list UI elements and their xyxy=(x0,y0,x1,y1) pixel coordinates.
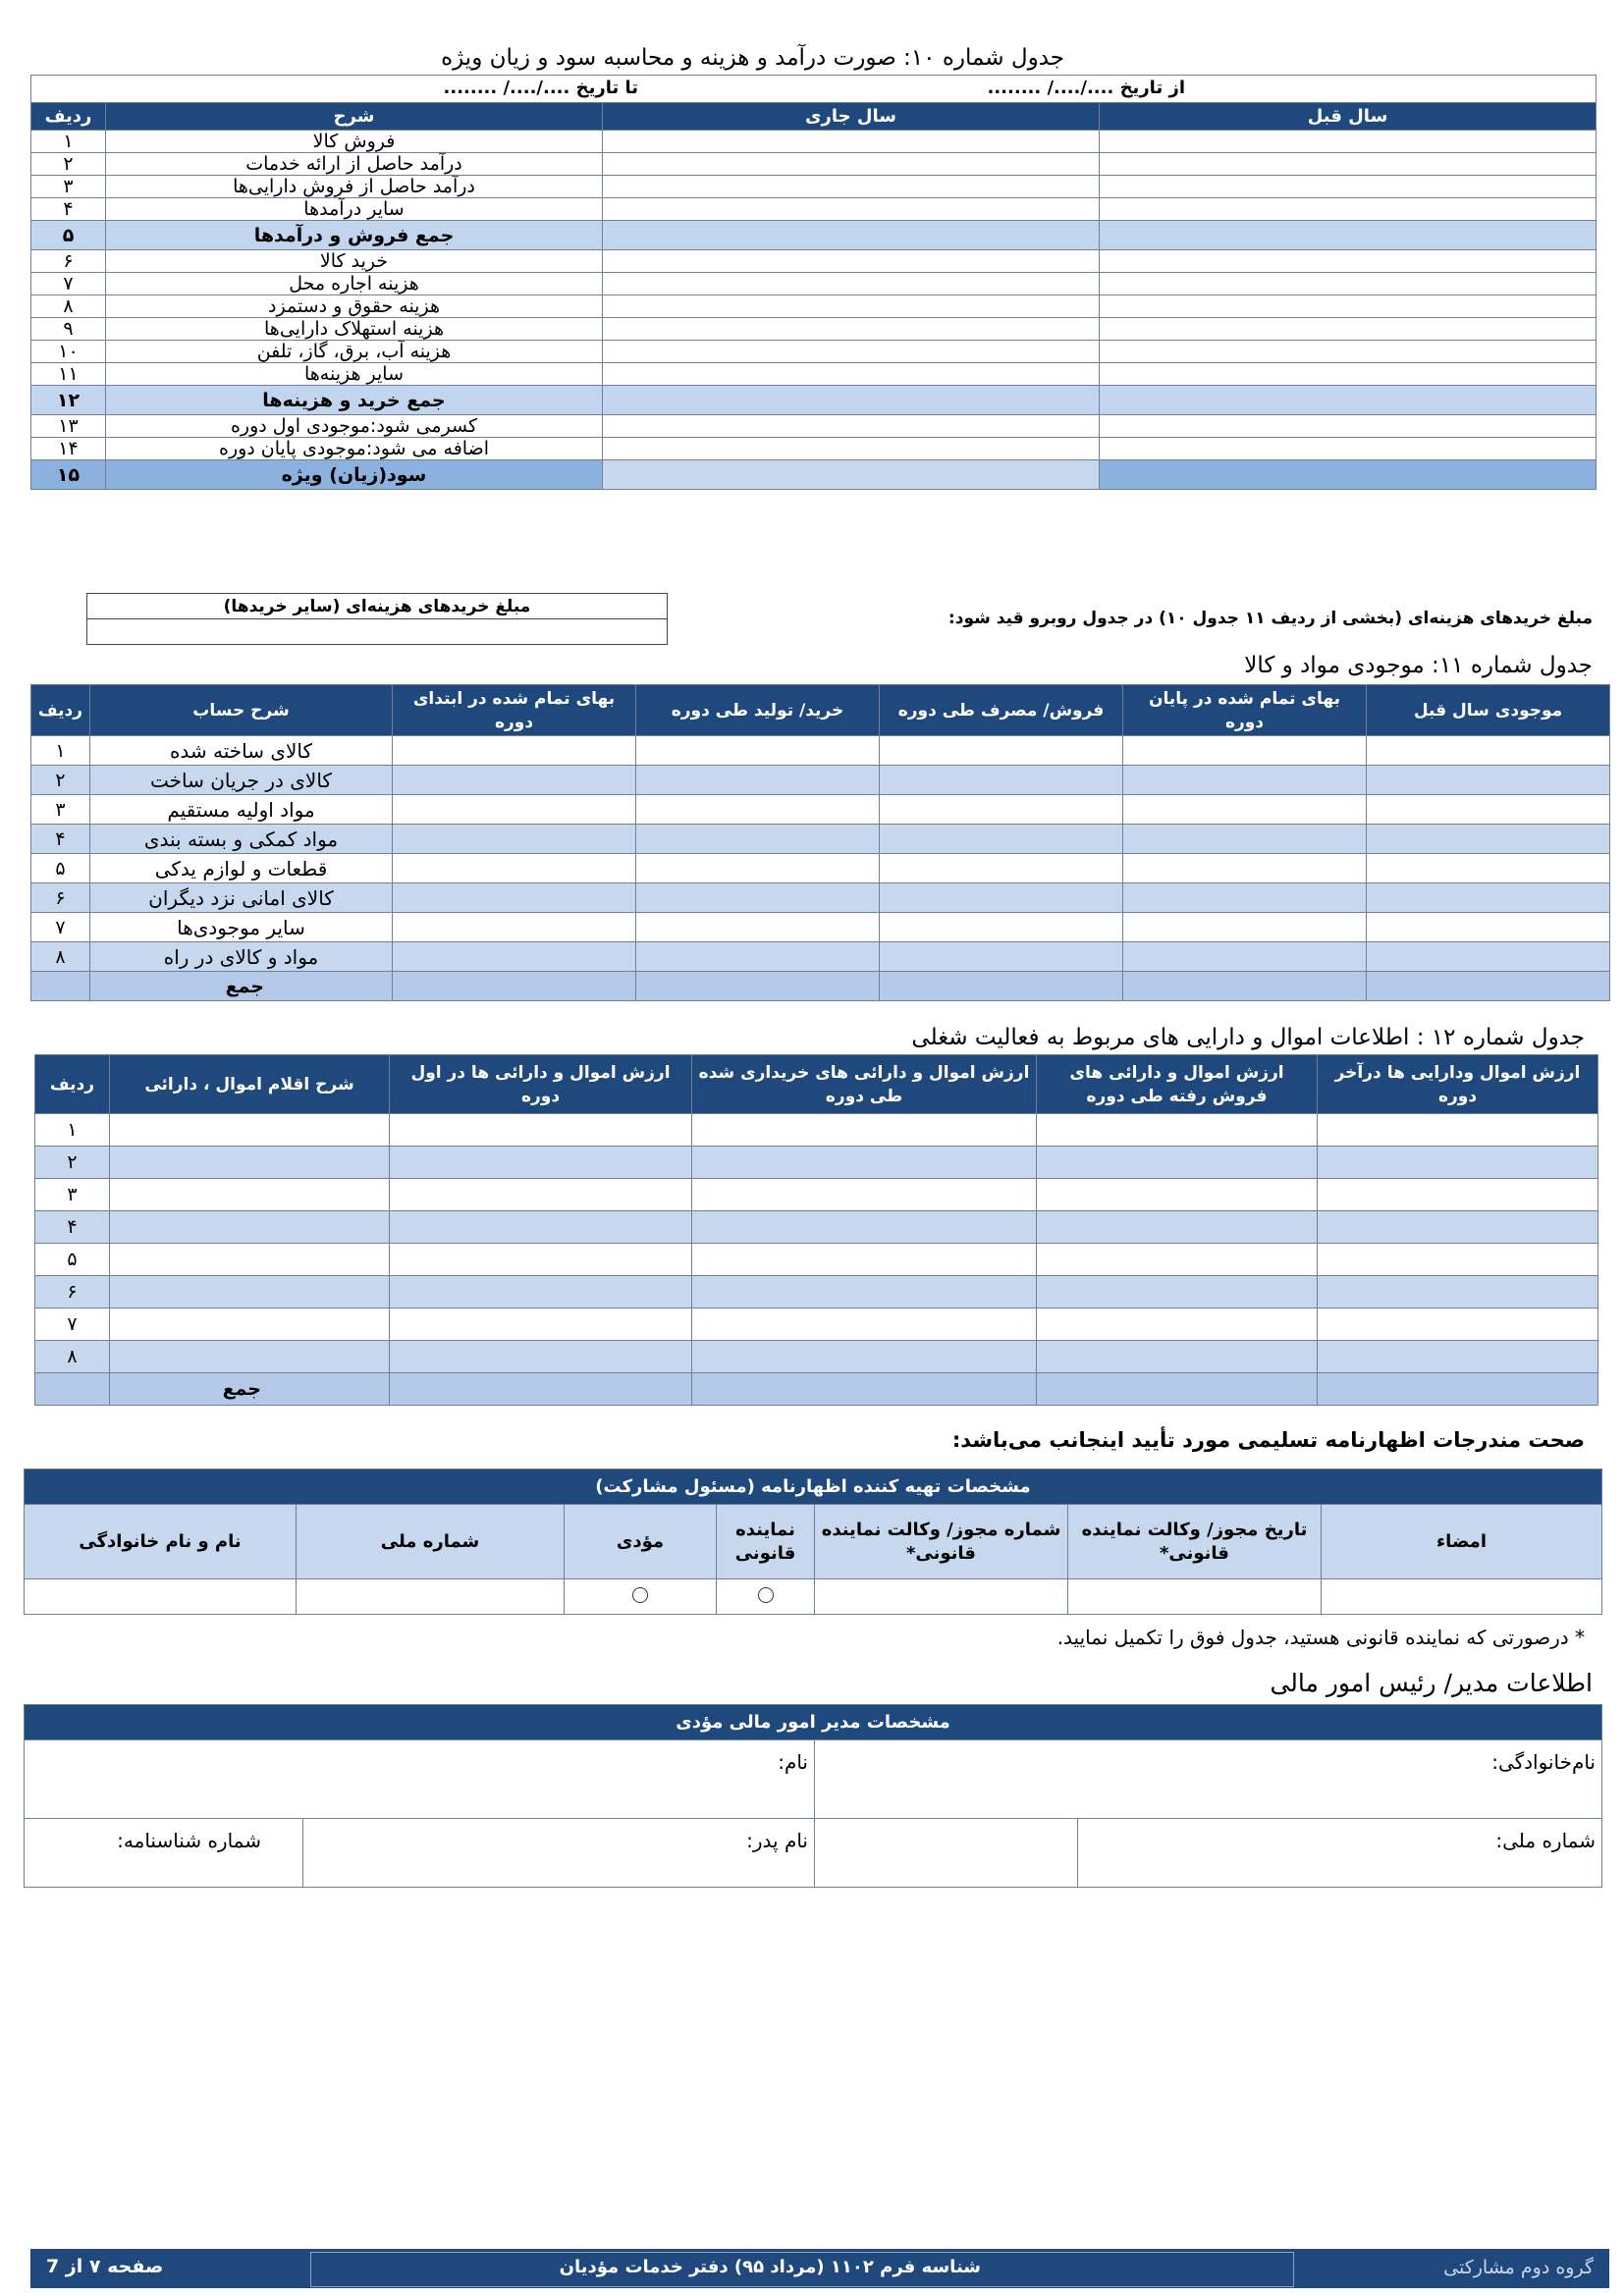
t12-total-row xyxy=(35,1373,1598,1406)
t10-header-col-row: ردیف xyxy=(31,103,106,131)
t12-row-number: ۴ xyxy=(35,1211,110,1244)
t11-header-6: موجودی سال قبل xyxy=(1367,685,1610,736)
t10-row xyxy=(31,415,1597,438)
t12-header-3: ارزش اموال و دارائی های خریداری شده طی دوره xyxy=(692,1055,1037,1114)
t12-header-1: شرح اقلام اموال ، دارائی xyxy=(110,1055,390,1114)
t12-row xyxy=(35,1114,1598,1147)
t10-row xyxy=(31,363,1597,386)
t10-prev-year-cell[interactable] xyxy=(1100,438,1597,460)
t11-value-cell[interactable] xyxy=(393,942,636,972)
t10-row-number: ۱۰ xyxy=(31,341,106,363)
t10-row-number: ۱۱ xyxy=(31,363,106,386)
t11-row-number: ۳ xyxy=(31,795,90,825)
t10-description: فروش کالا xyxy=(106,131,603,153)
t11-value-cell[interactable] xyxy=(1367,825,1610,854)
t11-row xyxy=(31,883,1610,913)
t10-row-number: ۲ xyxy=(31,153,106,176)
t12-value-cell[interactable] xyxy=(692,1179,1037,1211)
t10-current-year-cell[interactable] xyxy=(603,295,1100,318)
table10-title: جدول شماره ۱۰: صورت درآمد و هزینه و محاسبه سود و زیان ویژه xyxy=(441,45,1064,71)
t10-row-number: ۹ xyxy=(31,318,106,341)
taxpayer-radio[interactable] xyxy=(565,1579,717,1615)
t10-current-year-cell[interactable] xyxy=(603,198,1100,221)
t10-prev-year-cell[interactable] xyxy=(1100,198,1597,221)
t10-row-number: ۱۳ xyxy=(31,415,106,438)
t12-value-cell[interactable] xyxy=(692,1341,1037,1373)
manager-national-label: شماره ملی: xyxy=(1495,1829,1596,1852)
t10-description: اضافه می شود:موجودی پایان دوره xyxy=(106,438,603,460)
t10-prev-year-cell[interactable] xyxy=(1100,295,1597,318)
taxpayer-radio-circle[interactable] xyxy=(632,1587,648,1603)
t10-description: هزینه استهلاک دارایی‌ها xyxy=(106,318,603,341)
t11-value-cell[interactable] xyxy=(1123,942,1367,972)
t11-value-cell[interactable] xyxy=(880,825,1123,854)
t10-current-year-cell[interactable] xyxy=(603,460,1100,490)
t11-row xyxy=(31,825,1610,854)
t12-value-cell[interactable] xyxy=(390,1211,692,1244)
manager-table xyxy=(24,1704,1602,1888)
t11-row-number: ۵ xyxy=(31,854,90,883)
t11-value-cell[interactable] xyxy=(1367,913,1610,942)
t12-value-cell[interactable] xyxy=(110,1341,390,1373)
manager-name-cell[interactable] xyxy=(25,1740,815,1819)
t11-value-cell[interactable] xyxy=(636,854,880,883)
legal-rep-radio[interactable] xyxy=(717,1579,815,1615)
t11-total-cell[interactable] xyxy=(393,972,636,1001)
t10-prev-year-cell[interactable] xyxy=(1100,341,1597,363)
t12-header-0: ردیف xyxy=(35,1055,110,1114)
t12-header-2: ارزش اموال و دارائی ها در اول دوره xyxy=(390,1055,692,1114)
t10-row-number: ۵ xyxy=(31,221,106,250)
t10-current-year-cell[interactable] xyxy=(603,438,1100,460)
t12-row xyxy=(35,1147,1598,1179)
t12-row xyxy=(35,1308,1598,1341)
t11-row-number: ۸ xyxy=(31,942,90,972)
t12-value-cell[interactable] xyxy=(1318,1179,1598,1211)
t10-row-number: ۶ xyxy=(31,250,106,273)
t12-total-label: جمع xyxy=(110,1373,390,1406)
t11-value-cell[interactable] xyxy=(1367,795,1610,825)
t11-value-cell[interactable] xyxy=(393,825,636,854)
t12-value-cell[interactable] xyxy=(1037,1308,1318,1341)
t11-value-cell[interactable] xyxy=(1123,766,1367,795)
t10-current-year-cell[interactable] xyxy=(603,415,1100,438)
t12-total-cell[interactable] xyxy=(1037,1373,1318,1406)
t11-description: کالای در جریان ساخت xyxy=(90,766,393,795)
t11-value-cell[interactable] xyxy=(1123,736,1367,766)
t10-row-number: ۸ xyxy=(31,295,106,318)
t10-row xyxy=(31,341,1597,363)
t10-row xyxy=(31,438,1597,460)
t12-value-cell[interactable] xyxy=(110,1147,390,1179)
t10-header-col-current-year: سال جاری xyxy=(603,103,1100,131)
date-range-row xyxy=(31,76,1597,103)
preparer-full-name[interactable] xyxy=(25,1579,297,1615)
t10-prev-year-cell[interactable] xyxy=(1100,221,1597,250)
t12-total-cell[interactable] xyxy=(390,1373,692,1406)
t10-prev-year-cell[interactable] xyxy=(1100,386,1597,415)
t10-current-year-cell[interactable] xyxy=(603,386,1100,415)
t12-row-number: ۸ xyxy=(35,1341,110,1373)
t12-value-cell[interactable] xyxy=(1318,1244,1598,1276)
t11-total-row xyxy=(31,972,1610,1001)
table12 xyxy=(34,1054,1598,1406)
expense-purchases-header: مبلغ خریدهای هزینه‌ای (سایر خریدها) xyxy=(87,594,668,619)
t10-description: خرید کالا xyxy=(106,250,603,273)
t10-description: درآمد حاصل از ارائه خدمات xyxy=(106,153,603,176)
t12-row-number: ۳ xyxy=(35,1179,110,1211)
t11-value-cell[interactable] xyxy=(880,795,1123,825)
table10 xyxy=(30,75,1597,490)
t12-row xyxy=(35,1211,1598,1244)
t12-row-number: ۱ xyxy=(35,1114,110,1147)
t11-value-cell[interactable] xyxy=(636,766,880,795)
t10-prev-year-cell[interactable] xyxy=(1100,250,1597,273)
t12-value-cell[interactable] xyxy=(692,1114,1037,1147)
t11-value-cell[interactable] xyxy=(393,795,636,825)
t11-header-5: بهای تمام شده در پایان دوره xyxy=(1123,685,1367,736)
t12-total-cell[interactable] xyxy=(1318,1373,1598,1406)
from-date: از تاریخ ..../..../ ........ xyxy=(987,78,1185,98)
t11-value-cell[interactable] xyxy=(393,854,636,883)
t11-row xyxy=(31,854,1610,883)
t12-row xyxy=(35,1276,1598,1308)
t12-value-cell[interactable] xyxy=(390,1114,692,1147)
t12-value-cell[interactable] xyxy=(1318,1276,1598,1308)
t10-description: هزینه آب، برق، گاز، تلفن xyxy=(106,341,603,363)
t10-current-year-cell[interactable] xyxy=(603,250,1100,273)
t11-value-cell[interactable] xyxy=(1367,736,1610,766)
t10-description: سایر درآمدها xyxy=(106,198,603,221)
t11-description: مواد و کالای در راه xyxy=(90,942,393,972)
t11-row-number: ۱ xyxy=(31,736,90,766)
t10-row-number: ۱۵ xyxy=(31,460,106,490)
t10-current-year-cell[interactable] xyxy=(603,363,1100,386)
t11-value-cell[interactable] xyxy=(1123,913,1367,942)
t10-current-year-cell[interactable] xyxy=(603,221,1100,250)
t12-row xyxy=(35,1179,1598,1211)
t12-row-number: ۲ xyxy=(35,1147,110,1179)
t11-header-2: بهای تمام شده در ابتدای دوره xyxy=(393,685,636,736)
t12-value-cell[interactable] xyxy=(390,1341,692,1373)
t11-row-number: ۴ xyxy=(31,825,90,854)
t10-description: جمع خرید و هزینه‌ها xyxy=(106,386,603,415)
t10-prev-year-cell[interactable] xyxy=(1100,318,1597,341)
t10-prev-year-cell[interactable] xyxy=(1100,153,1597,176)
t10-row xyxy=(31,318,1597,341)
t11-row xyxy=(31,942,1610,972)
manager-title: مشخصات مدیر امور مالی مؤدی xyxy=(25,1705,1602,1740)
t11-value-cell[interactable] xyxy=(880,736,1123,766)
t12-value-cell[interactable] xyxy=(110,1179,390,1211)
preparer-header-1: شماره ملی xyxy=(297,1505,565,1579)
legal-rep-radio-circle[interactable] xyxy=(758,1587,774,1603)
manager-national-cell[interactable] xyxy=(1078,1819,1602,1888)
t11-description: مواد اولیه مستقیم xyxy=(90,795,393,825)
preparer-header-6: امضاء xyxy=(1322,1505,1602,1579)
t12-value-cell[interactable] xyxy=(1318,1341,1598,1373)
t10-current-year-cell[interactable] xyxy=(603,153,1100,176)
t11-header-0: ردیف xyxy=(31,685,90,736)
t10-row xyxy=(31,273,1597,295)
table11-title: جدول شماره ۱۱: موجودی مواد و کالا xyxy=(1244,653,1593,678)
t11-value-cell[interactable] xyxy=(393,883,636,913)
t11-total-cell[interactable] xyxy=(880,972,1123,1001)
t11-value-cell[interactable] xyxy=(636,825,880,854)
preparer-header-2: مؤدی xyxy=(565,1505,717,1579)
t11-description: کالای ساخته شده xyxy=(90,736,393,766)
t12-value-cell[interactable] xyxy=(692,1147,1037,1179)
footer-page: صفحه ۷ از 7 xyxy=(46,2256,164,2277)
t12-value-cell[interactable] xyxy=(1037,1147,1318,1179)
t12-header-4: ارزش اموال و دارائی های فروش رفته طی دوره xyxy=(1037,1055,1318,1114)
t12-value-cell[interactable] xyxy=(1037,1341,1318,1373)
t10-current-year-cell[interactable] xyxy=(603,131,1100,153)
t11-value-cell[interactable] xyxy=(393,913,636,942)
t11-description: سایر موجودی‌ها xyxy=(90,913,393,942)
t12-value-cell[interactable] xyxy=(692,1211,1037,1244)
manager-father-label: نام پدر: xyxy=(746,1829,808,1852)
t12-header-5: ارزش اموال ودارایی ها درآخر دوره xyxy=(1318,1055,1598,1114)
t12-value-cell[interactable] xyxy=(1318,1308,1598,1341)
t10-prev-year-cell[interactable] xyxy=(1100,273,1597,295)
preparer-table xyxy=(24,1468,1602,1615)
t11-header-4: فروش/ مصرف طی دوره xyxy=(880,685,1123,736)
manager-father-cell[interactable] xyxy=(25,1819,815,1888)
t11-row xyxy=(31,913,1610,942)
manager-id-label: شماره شناسنامه: xyxy=(117,1829,261,1852)
t10-row-number: ۳ xyxy=(31,176,106,198)
t11-total-cell[interactable] xyxy=(1367,972,1610,1001)
t12-value-cell[interactable] xyxy=(1037,1276,1318,1308)
table12-title: جدول شماره ۱۲ : اطلاعات اموال و دارایی های مربوط به فعالیت شغلی xyxy=(911,1025,1585,1050)
t10-current-year-cell[interactable] xyxy=(603,176,1100,198)
t12-value-cell[interactable] xyxy=(1318,1114,1598,1147)
t12-value-cell[interactable] xyxy=(390,1147,692,1179)
manager-section-title: اطلاعات مدیر/ رئیس امور مالی xyxy=(1270,1669,1593,1697)
t11-row-number: ۶ xyxy=(31,883,90,913)
footer-group: گروه دوم مشارکتی xyxy=(1443,2257,1594,2278)
t10-row xyxy=(31,386,1597,415)
t11-row-number: ۷ xyxy=(31,913,90,942)
t12-total-cell[interactable] xyxy=(692,1373,1037,1406)
t12-value-cell[interactable] xyxy=(692,1244,1037,1276)
t10-row-number: ۴ xyxy=(31,198,106,221)
t11-value-cell[interactable] xyxy=(636,736,880,766)
t10-current-year-cell[interactable] xyxy=(603,318,1100,341)
expense-note: مبلغ خریدهای هزینه‌ای (بخشی از ردیف ۱۱ جدول ۱۰) در جدول روبرو قید شود: xyxy=(947,609,1593,628)
t11-description: کالای امانی نزد دیگران xyxy=(90,883,393,913)
t10-header-col-prev-year: سال قبل xyxy=(1100,103,1597,131)
t10-description: کسرمی شود:موجودی اول دوره xyxy=(106,415,603,438)
t11-value-cell[interactable] xyxy=(1123,825,1367,854)
t12-value-cell[interactable] xyxy=(1037,1244,1318,1276)
t11-value-cell[interactable] xyxy=(393,766,636,795)
t11-value-cell[interactable] xyxy=(1123,883,1367,913)
t12-value-cell[interactable] xyxy=(390,1244,692,1276)
t11-value-cell[interactable] xyxy=(880,942,1123,972)
t11-value-cell[interactable] xyxy=(636,883,880,913)
manager-family-label: نام‌خانوادگی: xyxy=(1491,1750,1596,1774)
preparer-header-3: نماینده قانونی xyxy=(717,1505,815,1579)
t12-value-cell[interactable] xyxy=(1318,1211,1598,1244)
t10-row xyxy=(31,250,1597,273)
t11-value-cell[interactable] xyxy=(880,883,1123,913)
t10-row-number: ۷ xyxy=(31,273,106,295)
expense-purchases-box xyxy=(86,593,668,645)
t10-row xyxy=(31,176,1597,198)
t11-value-cell[interactable] xyxy=(880,766,1123,795)
t11-value-cell[interactable] xyxy=(636,795,880,825)
preparer-title: مشخصات تهیه کننده اظهارنامه (مسئول مشارکت) xyxy=(25,1469,1602,1505)
to-date: تا تاریخ ..../..../ ........ xyxy=(443,78,638,98)
t11-value-cell[interactable] xyxy=(1367,883,1610,913)
t11-value-cell[interactable] xyxy=(880,913,1123,942)
t10-current-year-cell[interactable] xyxy=(603,273,1100,295)
t11-value-cell[interactable] xyxy=(1123,795,1367,825)
t12-value-cell[interactable] xyxy=(1037,1211,1318,1244)
preparer-license-date[interactable] xyxy=(1068,1579,1322,1615)
t12-row-number: ۶ xyxy=(35,1276,110,1308)
t11-value-cell[interactable] xyxy=(880,854,1123,883)
t11-row xyxy=(31,795,1610,825)
t10-prev-year-cell[interactable] xyxy=(1100,415,1597,438)
t11-description: قطعات و لوازم یدکی xyxy=(90,854,393,883)
preparer-header-0: نام و نام خانوادگی xyxy=(25,1505,297,1579)
preparer-signature[interactable] xyxy=(1322,1579,1602,1615)
preparer-footnote: * درصورتی که نماینده قانونی هستید، جدول فوق را تکمیل نمایید. xyxy=(1056,1626,1585,1649)
t12-value-cell[interactable] xyxy=(110,1276,390,1308)
preparer-header-5: تاریخ مجوز/ وکالت نماینده قانونی* xyxy=(1068,1505,1322,1579)
t12-value-cell[interactable] xyxy=(1037,1114,1318,1147)
t11-total-cell[interactable] xyxy=(1123,972,1367,1001)
table11 xyxy=(30,684,1610,1001)
footer-form-id: شناسه فرم ۱۱۰۲ (مرداد ۹۵) دفتر خدمات مؤدیان xyxy=(559,2257,981,2277)
t10-row-number: ۱۲ xyxy=(31,386,106,415)
t11-value-cell[interactable] xyxy=(1367,854,1610,883)
t11-value-cell[interactable] xyxy=(1367,766,1610,795)
t10-description: سود(زیان) ویژه xyxy=(106,460,603,490)
t12-row xyxy=(35,1244,1598,1276)
t11-total-label: جمع xyxy=(90,972,393,1001)
t10-description: سایر هزینه‌ها xyxy=(106,363,603,386)
t12-value-cell[interactable] xyxy=(390,1179,692,1211)
t10-row xyxy=(31,198,1597,221)
t12-value-cell[interactable] xyxy=(110,1114,390,1147)
t11-header-3: خرید/ تولید طی دوره xyxy=(636,685,880,736)
t11-header-1: شرح حساب xyxy=(90,685,393,736)
t12-value-cell[interactable] xyxy=(1318,1147,1598,1179)
t12-row-number: ۵ xyxy=(35,1244,110,1276)
preparer-header-4: شماره مجوز/ وکالت نماینده قانونی* xyxy=(815,1505,1068,1579)
t10-prev-year-cell[interactable] xyxy=(1100,176,1597,198)
t10-row-number: ۱۴ xyxy=(31,438,106,460)
t12-value-cell[interactable] xyxy=(390,1276,692,1308)
manager-family-cell[interactable] xyxy=(815,1740,1602,1819)
t10-description: هزینه اجاره محل xyxy=(106,273,603,295)
t12-value-cell[interactable] xyxy=(692,1308,1037,1341)
t10-description: هزینه حقوق و دستمزد xyxy=(106,295,603,318)
confirmation-text: صحت مندرجات اظهارنامه تسلیمی مورد تأیید اینجانب می‌باشد: xyxy=(951,1428,1585,1452)
preparer-national-id[interactable] xyxy=(297,1579,565,1615)
t11-row-number: ۲ xyxy=(31,766,90,795)
t10-row xyxy=(31,131,1597,153)
expense-purchases-value[interactable] xyxy=(87,619,668,645)
t10-row xyxy=(31,460,1597,490)
t10-description: جمع فروش و درآمدها xyxy=(106,221,603,250)
t10-current-year-cell[interactable] xyxy=(603,341,1100,363)
t12-value-cell[interactable] xyxy=(110,1308,390,1341)
t11-value-cell[interactable] xyxy=(1123,854,1367,883)
t10-row xyxy=(31,153,1597,176)
t12-row-number: ۷ xyxy=(35,1308,110,1341)
t11-description: مواد کمکی و بسته بندی xyxy=(90,825,393,854)
t12-value-cell[interactable] xyxy=(390,1308,692,1341)
t10-description: درآمد حاصل از فروش دارایی‌ها xyxy=(106,176,603,198)
t10-row xyxy=(31,221,1597,250)
t11-value-cell[interactable] xyxy=(393,736,636,766)
t10-prev-year-cell[interactable] xyxy=(1100,460,1597,490)
t12-row xyxy=(35,1341,1598,1373)
t11-value-cell[interactable] xyxy=(1367,942,1610,972)
t10-prev-year-cell[interactable] xyxy=(1100,131,1597,153)
t12-value-cell[interactable] xyxy=(1037,1179,1318,1211)
manager-name-label: نام: xyxy=(778,1750,808,1774)
t11-value-cell[interactable] xyxy=(636,942,880,972)
t11-total-cell[interactable] xyxy=(636,972,880,1001)
t12-value-cell[interactable] xyxy=(110,1211,390,1244)
t10-row-number: ۱ xyxy=(31,131,106,153)
t10-row xyxy=(31,295,1597,318)
t10-prev-year-cell[interactable] xyxy=(1100,363,1597,386)
t10-header-col-description: شرح xyxy=(106,103,603,131)
t11-row xyxy=(31,766,1610,795)
t12-value-cell[interactable] xyxy=(110,1244,390,1276)
t12-value-cell[interactable] xyxy=(692,1276,1037,1308)
footer-bar xyxy=(30,2249,1609,2288)
t11-value-cell[interactable] xyxy=(636,913,880,942)
t11-row xyxy=(31,736,1610,766)
preparer-license-number[interactable] xyxy=(815,1579,1068,1615)
